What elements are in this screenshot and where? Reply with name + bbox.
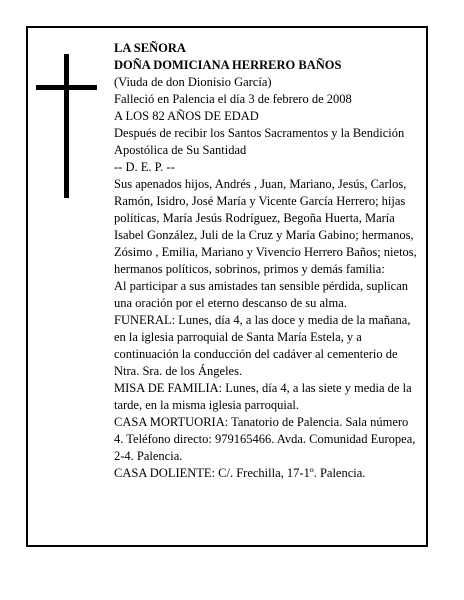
age: A LOS 82 AÑOS DE EDAD bbox=[114, 109, 259, 123]
death-info: Falleció en Palencia el día 3 de febrero de 2008 bbox=[114, 92, 352, 106]
family-mass-info: MISA DE FAMILIA: Lunes, día 4, a las siete y media de la tarde, en la misma iglesia parroquial. bbox=[114, 381, 412, 412]
funeral-info: FUNERAL: Lunes, día 4, a las doce y media de la mañana, en la iglesia parroquial de Santa María Estela, y a continuación la conducción del cadáver al cementerio de Ntra. Sra. de los Ángeles. bbox=[114, 313, 411, 378]
mourning-house-info: CASA DOLIENTE: C/. Frechilla, 17-1º. Palencia. bbox=[114, 466, 366, 480]
mortuary-house-info: CASA MORTUORIA: Tanatorio de Palencia. Sala número 4. Teléfono directo: 979165466. Avda. Comunidad Europea, 2-4. Palencia. bbox=[114, 415, 416, 463]
deceased-name: DOÑA DOMICIANA HERRERO BAÑOS bbox=[114, 58, 342, 72]
prayer-request: Al participar a sus amistades tan sensible pérdida, suplican una oración por el eterno descanso de su alma. bbox=[114, 279, 409, 310]
cross-icon-bar bbox=[36, 85, 97, 90]
widow-of: (Viuda de don Dionisio García) bbox=[114, 75, 272, 89]
rip: -- D. E. P. -- bbox=[114, 160, 175, 174]
title-line-1: LA SEÑORA bbox=[114, 41, 186, 55]
family-list: Sus apenados hijos, Andrés , Juan, Mariano, Jesús, Carlos, Ramón, Isidro, José María y Vicente García Herrero; hijas políticas, María Jesús Rodríguez, Begoña Huerta, María Isabel González, Juli de la Cruz y María Gabino; hermanos, Zósimo , Emilia, Mariano y Vivencio Herrero Baños; nietos, hermanos políticos, sobrinos, primos y demás familia: bbox=[114, 177, 417, 276]
obituary-text bbox=[114, 40, 420, 482]
cross-icon bbox=[64, 54, 69, 198]
sacraments: Después de recibir los Santos Sacramentos y la Bendición Apostólica de Su Santidad bbox=[114, 126, 405, 157]
